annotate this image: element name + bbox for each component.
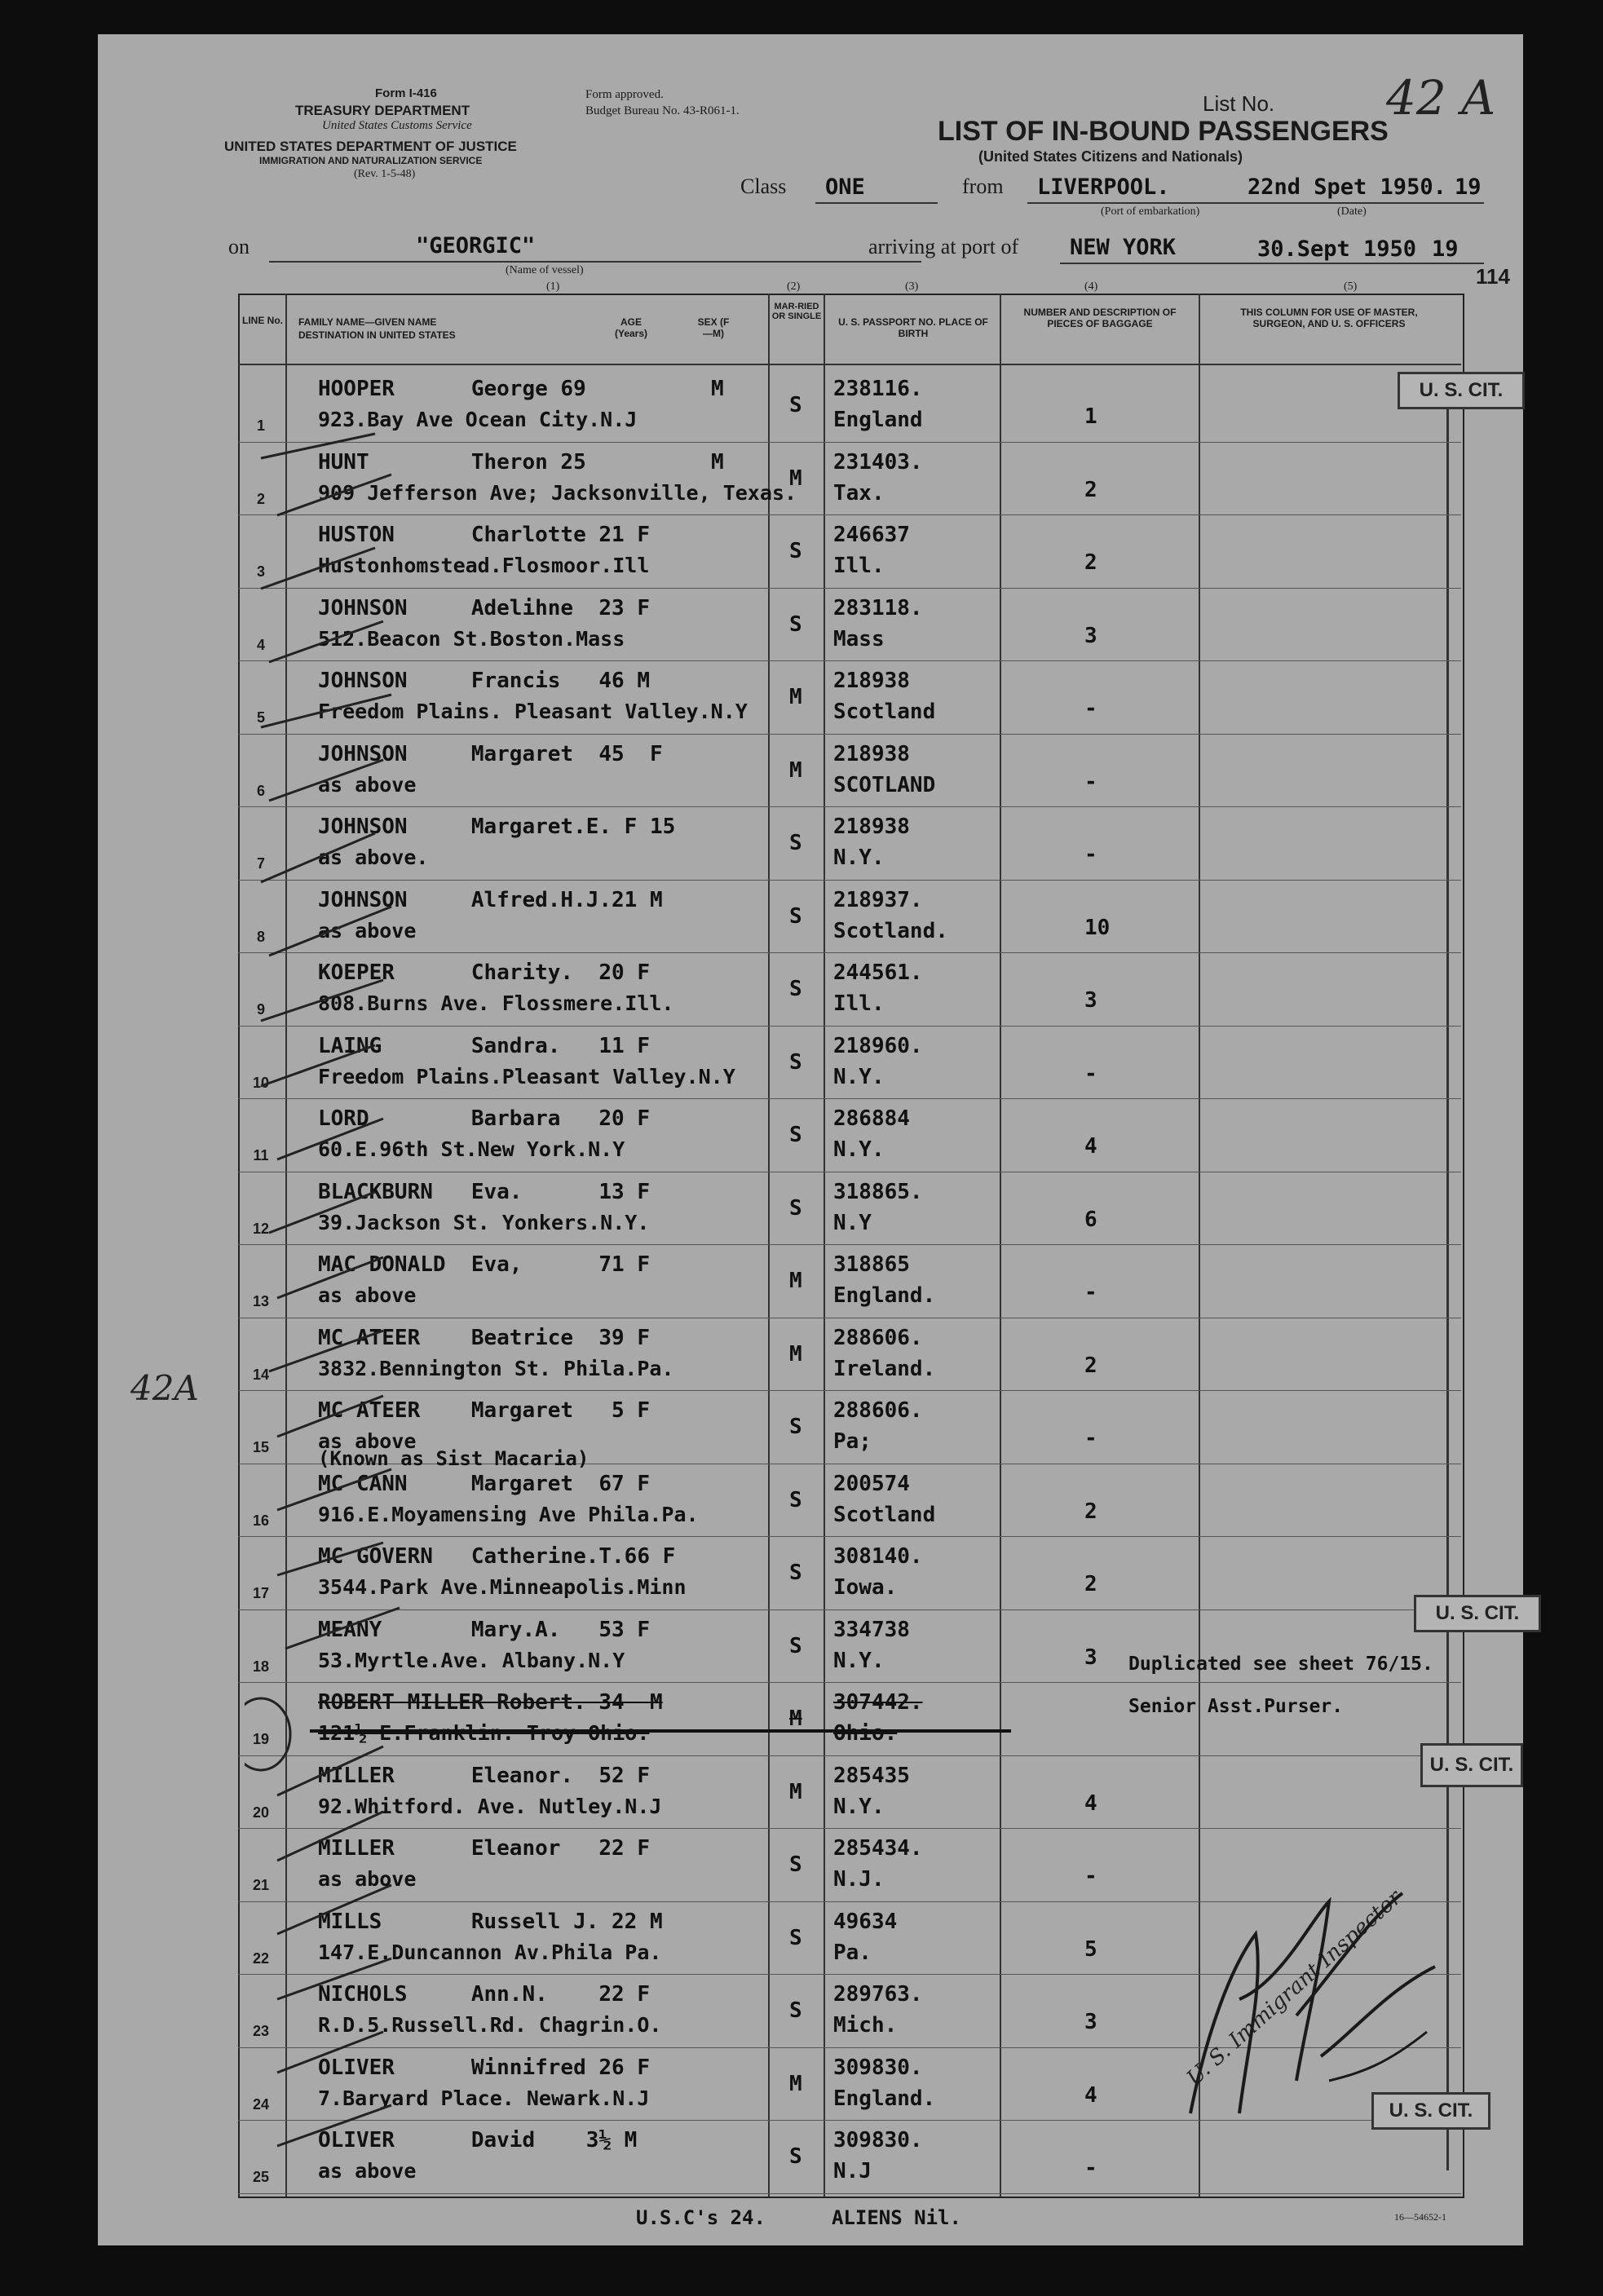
line-number: 12 xyxy=(252,1220,270,1237)
passenger-name: BLACKBURN Eva. 13 F xyxy=(318,1179,650,1204)
list-no-label: List No. xyxy=(1203,91,1275,116)
baggage-count: 4 xyxy=(1084,1790,1097,1816)
passenger-destination: 53.Myrtle.Ave. Albany.N.Y xyxy=(318,1648,625,1672)
budget-bureau: Budget Bureau No. 43-R061-1. xyxy=(585,104,740,117)
footer-uscs-count: U.S.C's 24. xyxy=(636,2206,766,2229)
arrival-date-suffix: 19 xyxy=(1432,236,1459,262)
margin-annotation: 42A xyxy=(130,1368,199,1408)
place-of-birth: SCOTLAND xyxy=(833,772,936,797)
passenger-sex: M xyxy=(711,449,724,475)
embarkation-date: 22nd Spet 1950. xyxy=(1248,174,1446,200)
passport-number: 231403. xyxy=(833,449,923,475)
marital-status: S xyxy=(789,1633,802,1658)
marital-status: M xyxy=(789,1269,802,1293)
passenger-name: MILLER Eleanor. 52 F xyxy=(318,1763,650,1788)
passenger-destination: as above xyxy=(318,1283,417,1307)
passenger-sex: M xyxy=(711,377,724,401)
col-header-married: MAR-RIED OR SINGLE xyxy=(771,302,822,321)
col-header-name: FAMILY NAME—GIVEN NAME xyxy=(298,316,437,328)
marital-status: S xyxy=(789,393,802,417)
passenger-name: KOEPER Charity. 20 F xyxy=(318,960,650,985)
marital-status: M xyxy=(789,757,802,783)
passport-number: 318865. xyxy=(833,1179,923,1204)
baggage-count: - xyxy=(1084,1280,1097,1305)
line-number: 6 xyxy=(256,782,265,799)
us-citizen-stamp: U. S. CIT. xyxy=(1414,1595,1541,1632)
port-caption: (Port of embarkation) xyxy=(1101,205,1200,218)
baggage-count: 2 xyxy=(1084,1499,1097,1524)
form-approved: Form approved. xyxy=(585,88,664,101)
passenger-name: MEANY Mary.A. 53 F xyxy=(318,1617,650,1642)
vessel-caption: (Name of vessel) xyxy=(506,264,584,276)
passenger-destination: Freedom Plains. Pleasant Valley.N.Y xyxy=(318,700,748,723)
passenger-name: JOHNSON Margaret 45 F xyxy=(318,741,663,766)
line-number: 22 xyxy=(252,1949,270,1967)
passenger-name: JOHNSON Margaret.E. F 15 xyxy=(318,815,676,839)
baggage-count: - xyxy=(1084,1426,1097,1450)
baggage-count: 2 xyxy=(1084,1572,1097,1596)
passenger-name: ROBERT MILLER Robert. 34 M xyxy=(318,1690,663,1715)
baggage-count: - xyxy=(1084,1864,1097,1888)
marital-status: S xyxy=(789,1049,802,1075)
passenger-destination: as above xyxy=(318,2159,417,2183)
place-of-birth: Mich. xyxy=(833,2013,898,2038)
passport-number: 318865 xyxy=(833,1252,910,1277)
passenger-destination: Freedom Plains.Pleasant Valley.N.Y xyxy=(318,1064,735,1088)
line-number: 20 xyxy=(252,1804,270,1821)
place-of-birth: England. xyxy=(833,2086,936,2111)
place-of-birth: N.J. xyxy=(833,1867,885,1892)
marital-status: S xyxy=(789,903,802,929)
line-number: 24 xyxy=(252,2095,270,2113)
place-of-birth: Pa; xyxy=(833,1429,872,1454)
passenger-name: HOOPER George 69 xyxy=(318,377,586,401)
passenger-name: MC CANN Margaret 67 F xyxy=(318,1471,650,1496)
passenger-name: MC ATEER Margaret 5 F xyxy=(318,1398,650,1423)
baggage-count: 3 xyxy=(1084,2010,1097,2034)
baggage-count: 6 xyxy=(1084,1207,1097,1232)
marital-status: S xyxy=(789,977,802,1001)
passenger-destination: as above xyxy=(318,1429,417,1453)
passenger-name: MAC DONALD Eva, 71 F xyxy=(318,1252,650,1277)
passport-number: 200574 xyxy=(833,1471,910,1496)
passenger-destination: 60.E.96th St.New York.N.Y xyxy=(318,1137,625,1161)
marital-status: S xyxy=(789,1487,802,1512)
passport-number: 309830. xyxy=(833,2055,923,2080)
marital-status: M xyxy=(789,2071,802,2096)
passport-number: 285434. xyxy=(833,1836,923,1861)
passenger-destination: as above. xyxy=(318,846,429,869)
marital-status: M xyxy=(789,1707,802,1731)
passenger-destination: 92.Whitford. Ave. Nutley.N.J xyxy=(318,1794,662,1818)
baggage-count: 4 xyxy=(1084,2082,1097,2108)
on-label: on xyxy=(228,235,250,258)
passenger-destination: 39.Jackson St. Yonkers.N.Y. xyxy=(318,1210,650,1234)
passenger-destination: 3544.Park Ave.Minneapolis.Minn xyxy=(318,1575,687,1599)
passport-number: 246637 xyxy=(833,523,910,547)
passenger-name: MILLER Eleanor 22 F xyxy=(318,1836,650,1861)
marital-status: M xyxy=(789,1341,802,1367)
col-header-destination: DESTINATION IN UNITED STATES xyxy=(298,329,456,341)
passenger-destination: 121½ E.Franklin. Troy Ohio. xyxy=(318,1721,650,1745)
place-of-birth: N.Y. xyxy=(833,1064,885,1089)
page-title: LIST OF IN-BOUND PASSENGERS xyxy=(938,116,1389,147)
passport-number: 289763. xyxy=(833,1982,923,2007)
passenger-name: OLIVER Winnifred 26 F xyxy=(318,2055,650,2080)
place-of-birth: Ill. xyxy=(833,991,885,1016)
passport-number: 288606. xyxy=(833,1398,923,1423)
place-of-birth: Ill. xyxy=(833,554,885,578)
baggage-count: 1 xyxy=(1084,404,1097,429)
marital-status: S xyxy=(789,2144,802,2169)
passport-number: 307442. xyxy=(833,1690,923,1715)
form-number: Form I-416 xyxy=(375,86,437,100)
place-of-birth: N.Y. xyxy=(833,1794,885,1819)
line-number: 18 xyxy=(252,1658,270,1675)
place-of-birth: Scotland. xyxy=(833,918,948,943)
class-label: Class xyxy=(740,174,787,198)
marital-status: S xyxy=(789,1998,802,2023)
duplicated-note: Duplicated see sheet 76/15. xyxy=(1128,1654,1433,1675)
passport-number: 309830. xyxy=(833,2128,923,2152)
embarkation-date-suffix: 19 xyxy=(1455,174,1482,200)
passenger-name: NICHOLS Ann.N. 22 F xyxy=(318,1982,650,2007)
passport-number: 308140. xyxy=(833,1544,923,1569)
us-citizen-stamp: U. S. CIT. xyxy=(1371,2092,1490,2130)
place-of-birth: Iowa. xyxy=(833,1575,898,1600)
passenger-name: LAING Sandra. 11 F xyxy=(318,1033,650,1058)
line-number: 4 xyxy=(256,636,265,653)
check-marks xyxy=(245,426,554,2219)
line-number: 1 xyxy=(256,417,265,434)
passenger-destination: 909 Jefferson Ave; Jacksonville, Texas. xyxy=(318,480,797,505)
passenger-name: MILLS Russell J. 22 M xyxy=(318,1909,663,1934)
passport-number: 49634 xyxy=(833,1909,898,1934)
passenger-destination: 923.Bay Ave Ocean City.N.J xyxy=(318,408,638,431)
line-number: 11 xyxy=(253,1147,269,1163)
place-of-birth: N.Y. xyxy=(833,846,885,870)
ins-service: IMMIGRATION AND NATURALIZATION SERVICE xyxy=(259,155,483,166)
line-number: 19 xyxy=(252,1731,270,1747)
justice-department: UNITED STATES DEPARTMENT OF JUSTICE xyxy=(224,139,517,154)
line-number: 13 xyxy=(252,1293,270,1309)
date-caption: (Date) xyxy=(1337,205,1367,218)
place-of-birth: N.Y. xyxy=(833,1648,885,1673)
passenger-name: MC GOVERN Catherine.T.66 F xyxy=(318,1544,676,1569)
marital-status: S xyxy=(789,539,802,563)
passport-number: 218938 xyxy=(833,815,910,839)
line-number: 9 xyxy=(256,1001,265,1018)
list-no-value: 42 A xyxy=(1386,70,1496,126)
marital-status: M xyxy=(789,1779,802,1804)
column-number-2: (2) xyxy=(787,280,801,293)
passenger-name: JOHNSON Adelihne 23 F xyxy=(318,595,650,620)
passenger-name: OLIVER David 3½ M xyxy=(318,2128,638,2152)
customs-service: United States Customs Service xyxy=(322,119,472,132)
passport-number: 238116. xyxy=(833,377,923,401)
baggage-count: - xyxy=(1084,842,1097,867)
inspector-signature xyxy=(1158,1869,1468,2138)
baggage-count: 4 xyxy=(1084,1134,1097,1159)
passport-number: 244561. xyxy=(833,960,923,985)
passport-number: 218938 xyxy=(833,741,910,766)
line-number: 2 xyxy=(256,490,265,507)
place-of-birth: N.Y. xyxy=(833,1137,885,1162)
line-number: 23 xyxy=(252,2023,270,2039)
place-of-birth: Pa. xyxy=(833,1940,872,1965)
arriving-label: arriving at port of xyxy=(868,235,1019,258)
col-header-sex: SEX (F—M) xyxy=(697,316,730,339)
footer-aliens-count: ALIENS Nil. xyxy=(832,2206,961,2229)
line-number: 15 xyxy=(252,1439,270,1455)
row-note: (Known as Sist Macaria) xyxy=(318,1446,590,1470)
passport-number: 286884 xyxy=(833,1106,910,1131)
form-code: 16—54652-1 xyxy=(1394,2211,1446,2223)
class-underline xyxy=(815,202,938,204)
baggage-count: - xyxy=(1084,2156,1097,2180)
place-of-birth: England. xyxy=(833,1283,936,1308)
marital-status: S xyxy=(789,1925,802,1950)
place-of-birth: N.J xyxy=(833,2159,872,2183)
place-of-birth: Scotland xyxy=(833,1502,936,1527)
page-subtitle: (United States Citizens and Nationals) xyxy=(978,148,1243,165)
marital-status: S xyxy=(789,831,802,855)
baggage-count: 3 xyxy=(1084,623,1097,648)
inspector-stamp-text: U. S. Immigrant Inspector xyxy=(1182,1885,1406,2091)
vessel-underline xyxy=(269,261,921,263)
arrival-port: NEW YORK xyxy=(1070,235,1177,260)
passenger-name: JOHNSON Francis 46 M xyxy=(318,669,650,693)
line-number: 25 xyxy=(252,2169,270,2185)
passenger-name: JOHNSON Alfred.H.J.21 M xyxy=(318,887,663,912)
passenger-destination: 7.Baryard Place. Newark.N.J xyxy=(318,2086,650,2110)
place-of-birth: Mass xyxy=(833,626,885,651)
column-number-1: (1) xyxy=(546,280,560,293)
baggage-count: 3 xyxy=(1084,1645,1097,1670)
line-number: 3 xyxy=(256,563,265,580)
col-header-age: AGE (Years) xyxy=(614,316,648,339)
col-header-baggage: NUMBER AND DESCRIPTION OF PIECES OF BAGGAGE xyxy=(1023,307,1177,329)
manifest-sheet xyxy=(98,34,1523,2245)
from-label: from xyxy=(962,174,1004,198)
passenger-destination: 512.Beacon St.Boston.Mass xyxy=(318,626,625,651)
marital-status: S xyxy=(789,1852,802,1877)
passport-number: 218960. xyxy=(833,1033,923,1058)
line-number: 7 xyxy=(256,855,265,872)
passenger-name: MC ATEER Beatrice 39 F xyxy=(318,1325,650,1350)
passenger-destination: 808.Burns Ave. Flossmere.Ill. xyxy=(318,991,674,1015)
baggage-count: - xyxy=(1084,1061,1097,1086)
passenger-destination: 916.E.Moyamensing Ave Phila.Pa. xyxy=(318,1502,699,1526)
baggage-count: 2 xyxy=(1084,1353,1097,1378)
column-number-5: (5) xyxy=(1344,280,1358,293)
column-number-4: (4) xyxy=(1084,280,1098,293)
arrival-date: 30.Sept 1950 xyxy=(1257,236,1417,262)
marital-status: S xyxy=(789,1123,802,1147)
baggage-count: 5 xyxy=(1084,1936,1097,1962)
passport-number: 334738 xyxy=(833,1617,910,1642)
from-underline xyxy=(1027,202,1484,204)
line-number: 8 xyxy=(256,928,265,945)
passenger-destination: 3832.Bennington St. Phila.Pa. xyxy=(318,1356,674,1380)
passenger-destination: Hustonhomstead.Flosmoor.Ill xyxy=(318,554,650,577)
passenger-destination: as above xyxy=(318,1867,417,1891)
marital-status: M xyxy=(789,685,802,709)
purser-note: Senior Asst.Purser. xyxy=(1128,1696,1344,1717)
baggage-count: - xyxy=(1084,696,1097,721)
marital-status: S xyxy=(789,1561,802,1585)
col-header-passport: U. S. PASSPORT NO. PLACE OF BIRTH xyxy=(838,316,988,339)
place-of-birth: England xyxy=(833,408,923,432)
vessel-name: "GEORGIC" xyxy=(416,233,536,258)
col-header-line: LINE No. xyxy=(242,315,283,326)
line-number: 14 xyxy=(252,1366,270,1383)
place-of-birth: N.Y xyxy=(833,1210,872,1235)
col-header-officer: THIS COLUMN FOR USE OF MASTER, SURGEON, AND U. S. OFFICERS xyxy=(1240,307,1418,329)
class-value: ONE xyxy=(825,174,865,200)
line-number: 17 xyxy=(252,1585,270,1601)
passenger-name: LORD Barbara 20 F xyxy=(318,1106,650,1131)
passport-number: 285435 xyxy=(833,1763,910,1788)
marital-status: S xyxy=(789,1415,802,1439)
department: TREASURY DEPARTMENT xyxy=(295,103,470,118)
header-divider xyxy=(238,364,1461,365)
line-number: 5 xyxy=(256,709,265,726)
us-citizen-stamp: U. S. CIT. xyxy=(1420,1743,1523,1787)
passenger-destination: 147.E.Duncannon Av.Phila Pa. xyxy=(318,1940,662,1964)
passport-number: 283118. xyxy=(833,595,923,620)
marital-status: S xyxy=(789,1195,802,1221)
passenger-destination: as above xyxy=(318,918,417,943)
place-of-birth: Scotland xyxy=(833,700,936,724)
passenger-name: HUNT Theron 25 xyxy=(318,449,586,475)
passport-number: 218937. xyxy=(833,887,923,912)
passport-number: 288606. xyxy=(833,1325,923,1350)
line-number: 16 xyxy=(252,1512,270,1529)
baggage-count: 10 xyxy=(1084,915,1111,940)
column-number-3: (3) xyxy=(905,280,919,293)
port-of-embarkation: LIVERPOOL. xyxy=(1037,174,1170,200)
revision: (Rev. 1-5-48) xyxy=(354,168,416,180)
marital-status: S xyxy=(789,612,802,637)
arrival-underline xyxy=(1060,263,1484,264)
passenger-destination: as above xyxy=(318,772,417,797)
baggage-count: 2 xyxy=(1084,550,1097,575)
marital-status: M xyxy=(789,466,802,491)
sheet-number: 114 xyxy=(1476,264,1510,289)
place-of-birth: Tax. xyxy=(833,480,885,506)
passport-number: 218938 xyxy=(833,669,910,693)
place-of-birth: Ohio. xyxy=(833,1721,898,1746)
line-number: 10 xyxy=(252,1074,270,1091)
baggage-count: - xyxy=(1084,769,1097,794)
line-number: 21 xyxy=(252,1877,270,1893)
passenger-name: HUSTON Charlotte 21 F xyxy=(318,523,650,547)
place-of-birth: Ireland. xyxy=(833,1356,936,1381)
baggage-count: 2 xyxy=(1084,477,1097,502)
passenger-destination: R.D.5.Russell.Rd. Chagrin.O. xyxy=(318,2013,662,2037)
us-citizen-stamp: U. S. CIT. xyxy=(1398,372,1525,409)
baggage-count: 3 xyxy=(1084,988,1097,1013)
